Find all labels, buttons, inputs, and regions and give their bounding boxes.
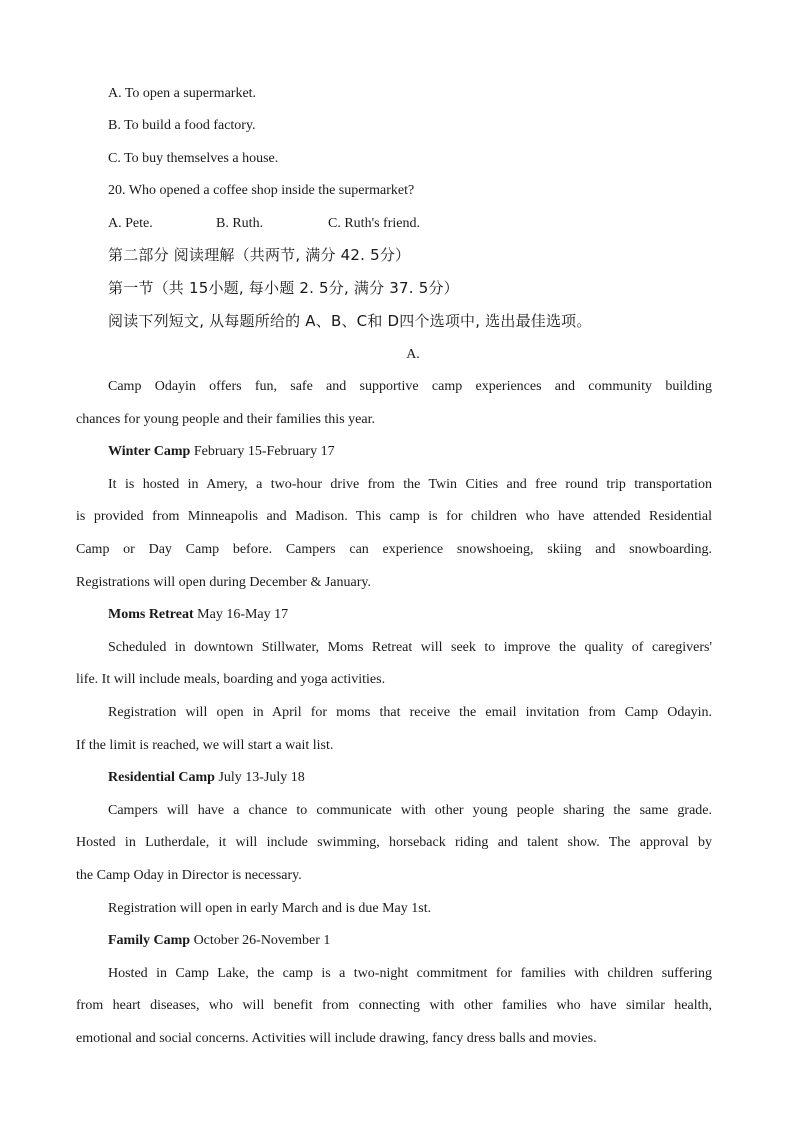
q20-option-a: A. Pete. bbox=[108, 216, 153, 231]
passage-intro-line-2: chances for young people and their families this year. bbox=[76, 412, 375, 427]
winter-camp-heading-line bbox=[108, 443, 335, 461]
family-camp-dates: October 26-November 1 bbox=[190, 933, 331, 948]
residential-camp-line-3: the Camp Oday in Director is necessary. bbox=[76, 868, 302, 883]
passage-intro-line-1: Camp Odayin offers fun, safe and supportive camp experiences and community building bbox=[108, 379, 712, 394]
section-instruction: 阅读下列短文, 从每题所给的 A、B、C和 D四个选项中, 选出最佳选项。 bbox=[108, 312, 592, 330]
moms-retreat-line-2: life. It will include meals, boarding and yoga activities. bbox=[76, 672, 386, 687]
family-camp-line-2: from heart diseases, who will benefit from connecting with other families who have similar health, bbox=[76, 998, 712, 1013]
residential-camp-dates: July 13-July 18 bbox=[214, 770, 305, 785]
residential-camp-heading-line bbox=[108, 769, 305, 787]
q19-option-a: A. To open a supermarket. bbox=[108, 86, 257, 101]
residential-camp-heading: Residential Camp bbox=[108, 770, 215, 785]
residential-camp-line-4: Registration will open in early March and is due May 1st. bbox=[108, 901, 432, 916]
family-camp-heading-line bbox=[108, 932, 330, 950]
winter-camp-dates: February 15-February 17 bbox=[190, 444, 335, 459]
q20-option-b: B. Ruth. bbox=[216, 216, 264, 231]
q19-option-c: C. To buy themselves a house. bbox=[108, 151, 279, 166]
q20-question: 20. Who opened a coffee shop inside the supermarket? bbox=[108, 183, 415, 198]
section-title: 第二部分 阅读理解（共两节, 满分 42. 5分） bbox=[108, 246, 411, 264]
section-subtitle: 第一节（共 15小题, 每小题 2. 5分, 满分 37. 5分） bbox=[108, 279, 459, 297]
residential-camp-line-1: Campers will have a chance to communicate with other young people sharing the same grade. bbox=[108, 803, 712, 818]
family-camp-line-1: Hosted in Camp Lake, the camp is a two-night commitment for families with children suffering bbox=[108, 966, 712, 981]
winter-camp-heading: Winter Camp bbox=[108, 444, 191, 459]
passage-label: A. bbox=[406, 347, 420, 362]
family-camp-line-3: emotional and social concerns. Activities will include drawing, fancy dress balls and movies. bbox=[76, 1031, 597, 1046]
winter-camp-line-1: It is hosted in Amery, a two-hour drive from the Twin Cities and free round trip transportation bbox=[108, 477, 712, 492]
winter-camp-line-4: Registrations will open during December & January. bbox=[76, 575, 371, 590]
moms-retreat-heading: Moms Retreat bbox=[108, 607, 194, 622]
moms-retreat-heading-line bbox=[108, 606, 288, 624]
moms-retreat-line-3: Registration will open in April for moms that receive the email invitation from Camp Odayin. bbox=[108, 705, 712, 720]
winter-camp-line-3: Camp or Day Camp before. Campers can experience snowshoeing, skiing and snowboarding. bbox=[76, 542, 712, 557]
q20-option-c: C. Ruth's friend. bbox=[328, 216, 420, 231]
moms-retreat-dates: May 16-May 17 bbox=[193, 607, 289, 622]
moms-retreat-line-4: If the limit is reached, we will start a wait list. bbox=[76, 738, 334, 753]
moms-retreat-line-1: Scheduled in downtown Stillwater, Moms Retreat will seek to improve the quality of caregivers' bbox=[108, 640, 712, 655]
residential-camp-line-2: Hosted in Lutherdale, it will include swimming, horseback riding and talent show. The approval by bbox=[76, 835, 712, 850]
family-camp-heading: Family Camp bbox=[108, 933, 191, 948]
q19-option-b: B. To build a food factory. bbox=[108, 118, 256, 133]
winter-camp-line-2: is provided from Minneapolis and Madison. This camp is for children who have attended Residential bbox=[76, 509, 712, 524]
